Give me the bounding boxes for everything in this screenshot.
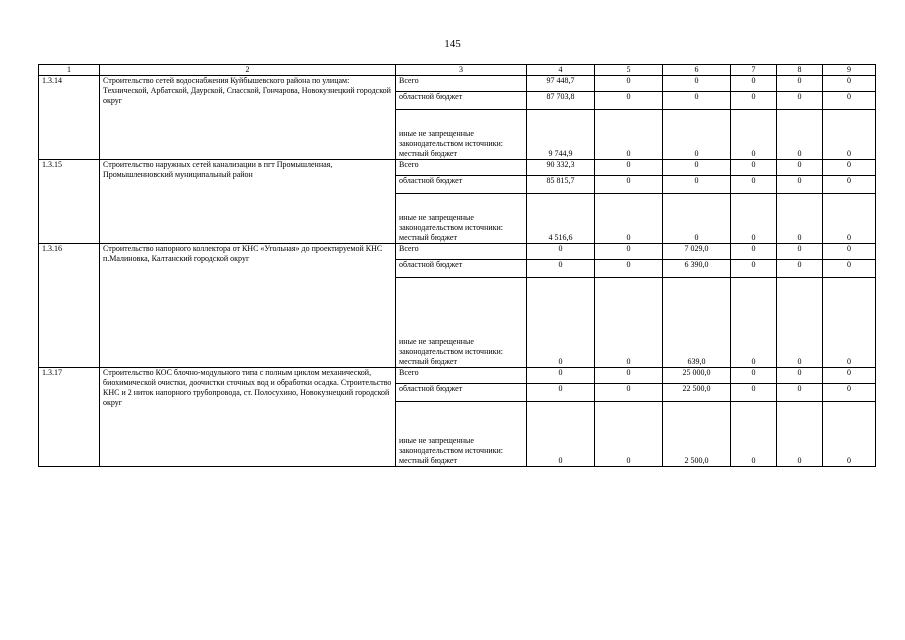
- funding-source: Всего: [396, 368, 527, 384]
- value-cell-col-8: 0: [777, 278, 823, 368]
- value-cell-col-9: 0: [823, 76, 876, 92]
- funding-source: областной бюджет: [396, 384, 527, 402]
- value-cell-col-7: 0: [731, 244, 777, 260]
- value-cell-col-9: 0: [823, 384, 876, 402]
- funding-source: иные не запрещенные законодательством источники: местный бюджет: [396, 402, 527, 467]
- value-cell-col-7: 0: [731, 160, 777, 176]
- page-number: 145: [444, 38, 461, 50]
- item-name: Строительство сетей водоснабжения Куйбышевского района по улицам: Технической, Арбатской, Даурской, Спасской, Гончарова, Новокузнецкий городской округ: [100, 76, 396, 160]
- value-cell-col-8: 0: [777, 384, 823, 402]
- header-col-5: 5: [595, 65, 663, 76]
- value-cell-col-6: 0: [663, 76, 731, 92]
- value-cell-col-6: 6 390,0: [663, 260, 731, 278]
- header-col-4: 4: [527, 65, 595, 76]
- value-cell-col-9: 0: [823, 160, 876, 176]
- value-cell-col-5: 0: [595, 176, 663, 194]
- value-cell-col-6: 2 500,0: [663, 402, 731, 467]
- value-cell-col-7: 0: [731, 260, 777, 278]
- item-code: 1.3.17: [39, 368, 100, 467]
- value-cell-col-9: 0: [823, 368, 876, 384]
- value-cell-col-4: 0: [527, 260, 595, 278]
- header-col-6: 6: [663, 65, 731, 76]
- table-body: [39, 76, 876, 467]
- value-cell-col-6: 0: [663, 110, 731, 160]
- funding-source: иные не запрещенные законодательством источники: местный бюджет: [396, 110, 527, 160]
- funding-source: областной бюджет: [396, 176, 527, 194]
- value-cell-col-5: 0: [595, 368, 663, 384]
- value-cell-col-4: 90 332,3: [527, 160, 595, 176]
- item-name: Строительство напорного коллектора от КНС «Угольная» до проектируемой КНС п.Малиновка, Калтанский городской округ: [100, 244, 396, 368]
- value-cell-col-5: 0: [595, 92, 663, 110]
- table-row: [39, 368, 876, 384]
- funding-source: Всего: [396, 244, 527, 260]
- value-cell-col-5: 0: [595, 384, 663, 402]
- table-row: [39, 160, 876, 176]
- value-cell-col-8: 0: [777, 160, 823, 176]
- header-col-9: 9: [823, 65, 876, 76]
- value-cell-col-5: 0: [595, 76, 663, 92]
- value-cell-col-7: 0: [731, 194, 777, 244]
- value-cell-col-6: 7 029,0: [663, 244, 731, 260]
- funding-source: областной бюджет: [396, 92, 527, 110]
- value-cell-col-9: 0: [823, 260, 876, 278]
- header-row: [39, 65, 876, 76]
- value-cell-col-4: 0: [527, 244, 595, 260]
- value-cell-col-7: 0: [731, 110, 777, 160]
- funding-source: иные не запрещенные законодательством источники: местный бюджет: [396, 194, 527, 244]
- value-cell-col-4: 85 815,7: [527, 176, 595, 194]
- value-cell-col-4: 0: [527, 384, 595, 402]
- item-code: 1.3.16: [39, 244, 100, 368]
- value-cell-col-6: 25 000,0: [663, 368, 731, 384]
- value-cell-col-6: 0: [663, 160, 731, 176]
- funding-source: областной бюджет: [396, 260, 527, 278]
- value-cell-col-7: 0: [731, 402, 777, 467]
- value-cell-col-5: 0: [595, 110, 663, 160]
- header-col-1: 1: [39, 65, 100, 76]
- funding-source: иные не запрещенные законодательством источники: местный бюджет: [396, 278, 527, 368]
- value-cell-col-6: 22 500,0: [663, 384, 731, 402]
- value-cell-col-8: 0: [777, 244, 823, 260]
- item-code: 1.3.14: [39, 76, 100, 160]
- value-cell-col-7: 0: [731, 92, 777, 110]
- value-cell-col-4: 0: [527, 278, 595, 368]
- table-row: [39, 244, 876, 260]
- item-name: Строительство наружных сетей канализации в пгт Промышленная, Промышленновский муниципальный район: [100, 160, 396, 244]
- value-cell-col-5: 0: [595, 244, 663, 260]
- value-cell-col-7: 0: [731, 176, 777, 194]
- value-cell-col-6: 0: [663, 194, 731, 244]
- value-cell-col-8: 0: [777, 76, 823, 92]
- funding-source: Всего: [396, 160, 527, 176]
- value-cell-col-8: 0: [777, 92, 823, 110]
- value-cell-col-9: 0: [823, 176, 876, 194]
- header-col-8: 8: [777, 65, 823, 76]
- value-cell-col-9: 0: [823, 110, 876, 160]
- header-col-3: 3: [396, 65, 527, 76]
- value-cell-col-9: 0: [823, 278, 876, 368]
- value-cell-col-7: 0: [731, 278, 777, 368]
- value-cell-col-4: 0: [527, 368, 595, 384]
- header-col-2: 2: [100, 65, 396, 76]
- value-cell-col-5: 0: [595, 278, 663, 368]
- value-cell-col-8: 0: [777, 176, 823, 194]
- value-cell-col-9: 0: [823, 402, 876, 467]
- item-code: 1.3.15: [39, 160, 100, 244]
- item-name: Строительство КОС блочно-модульного типа с полным циклом механической, биохимической очистки, доочистки сточных вод и обработки осадка. Строительство КНС и 2 ниток напорного трубопровода, ст. Полосухино, Новокузнецкий городской округ: [100, 368, 396, 467]
- value-cell-col-4: 0: [527, 402, 595, 467]
- table-row: [39, 76, 876, 92]
- value-cell-col-8: 0: [777, 402, 823, 467]
- value-cell-col-9: 0: [823, 92, 876, 110]
- value-cell-col-4: 4 516,6: [527, 194, 595, 244]
- value-cell-col-8: 0: [777, 110, 823, 160]
- value-cell-col-8: 0: [777, 368, 823, 384]
- value-cell-col-6: 639,0: [663, 278, 731, 368]
- value-cell-col-9: 0: [823, 244, 876, 260]
- value-cell-col-8: 0: [777, 194, 823, 244]
- funding-source: Всего: [396, 76, 527, 92]
- header-col-7: 7: [731, 65, 777, 76]
- value-cell-col-5: 0: [595, 160, 663, 176]
- value-cell-col-9: 0: [823, 194, 876, 244]
- value-cell-col-8: 0: [777, 260, 823, 278]
- value-cell-col-7: 0: [731, 384, 777, 402]
- value-cell-col-5: 0: [595, 260, 663, 278]
- budget-table: [38, 64, 876, 467]
- value-cell-col-4: 9 744,9: [527, 110, 595, 160]
- value-cell-col-4: 97 448,7: [527, 76, 595, 92]
- value-cell-col-6: 0: [663, 176, 731, 194]
- value-cell-col-5: 0: [595, 194, 663, 244]
- value-cell-col-7: 0: [731, 368, 777, 384]
- value-cell-col-5: 0: [595, 402, 663, 467]
- value-cell-col-4: 87 703,8: [527, 92, 595, 110]
- value-cell-col-6: 0: [663, 92, 731, 110]
- value-cell-col-7: 0: [731, 76, 777, 92]
